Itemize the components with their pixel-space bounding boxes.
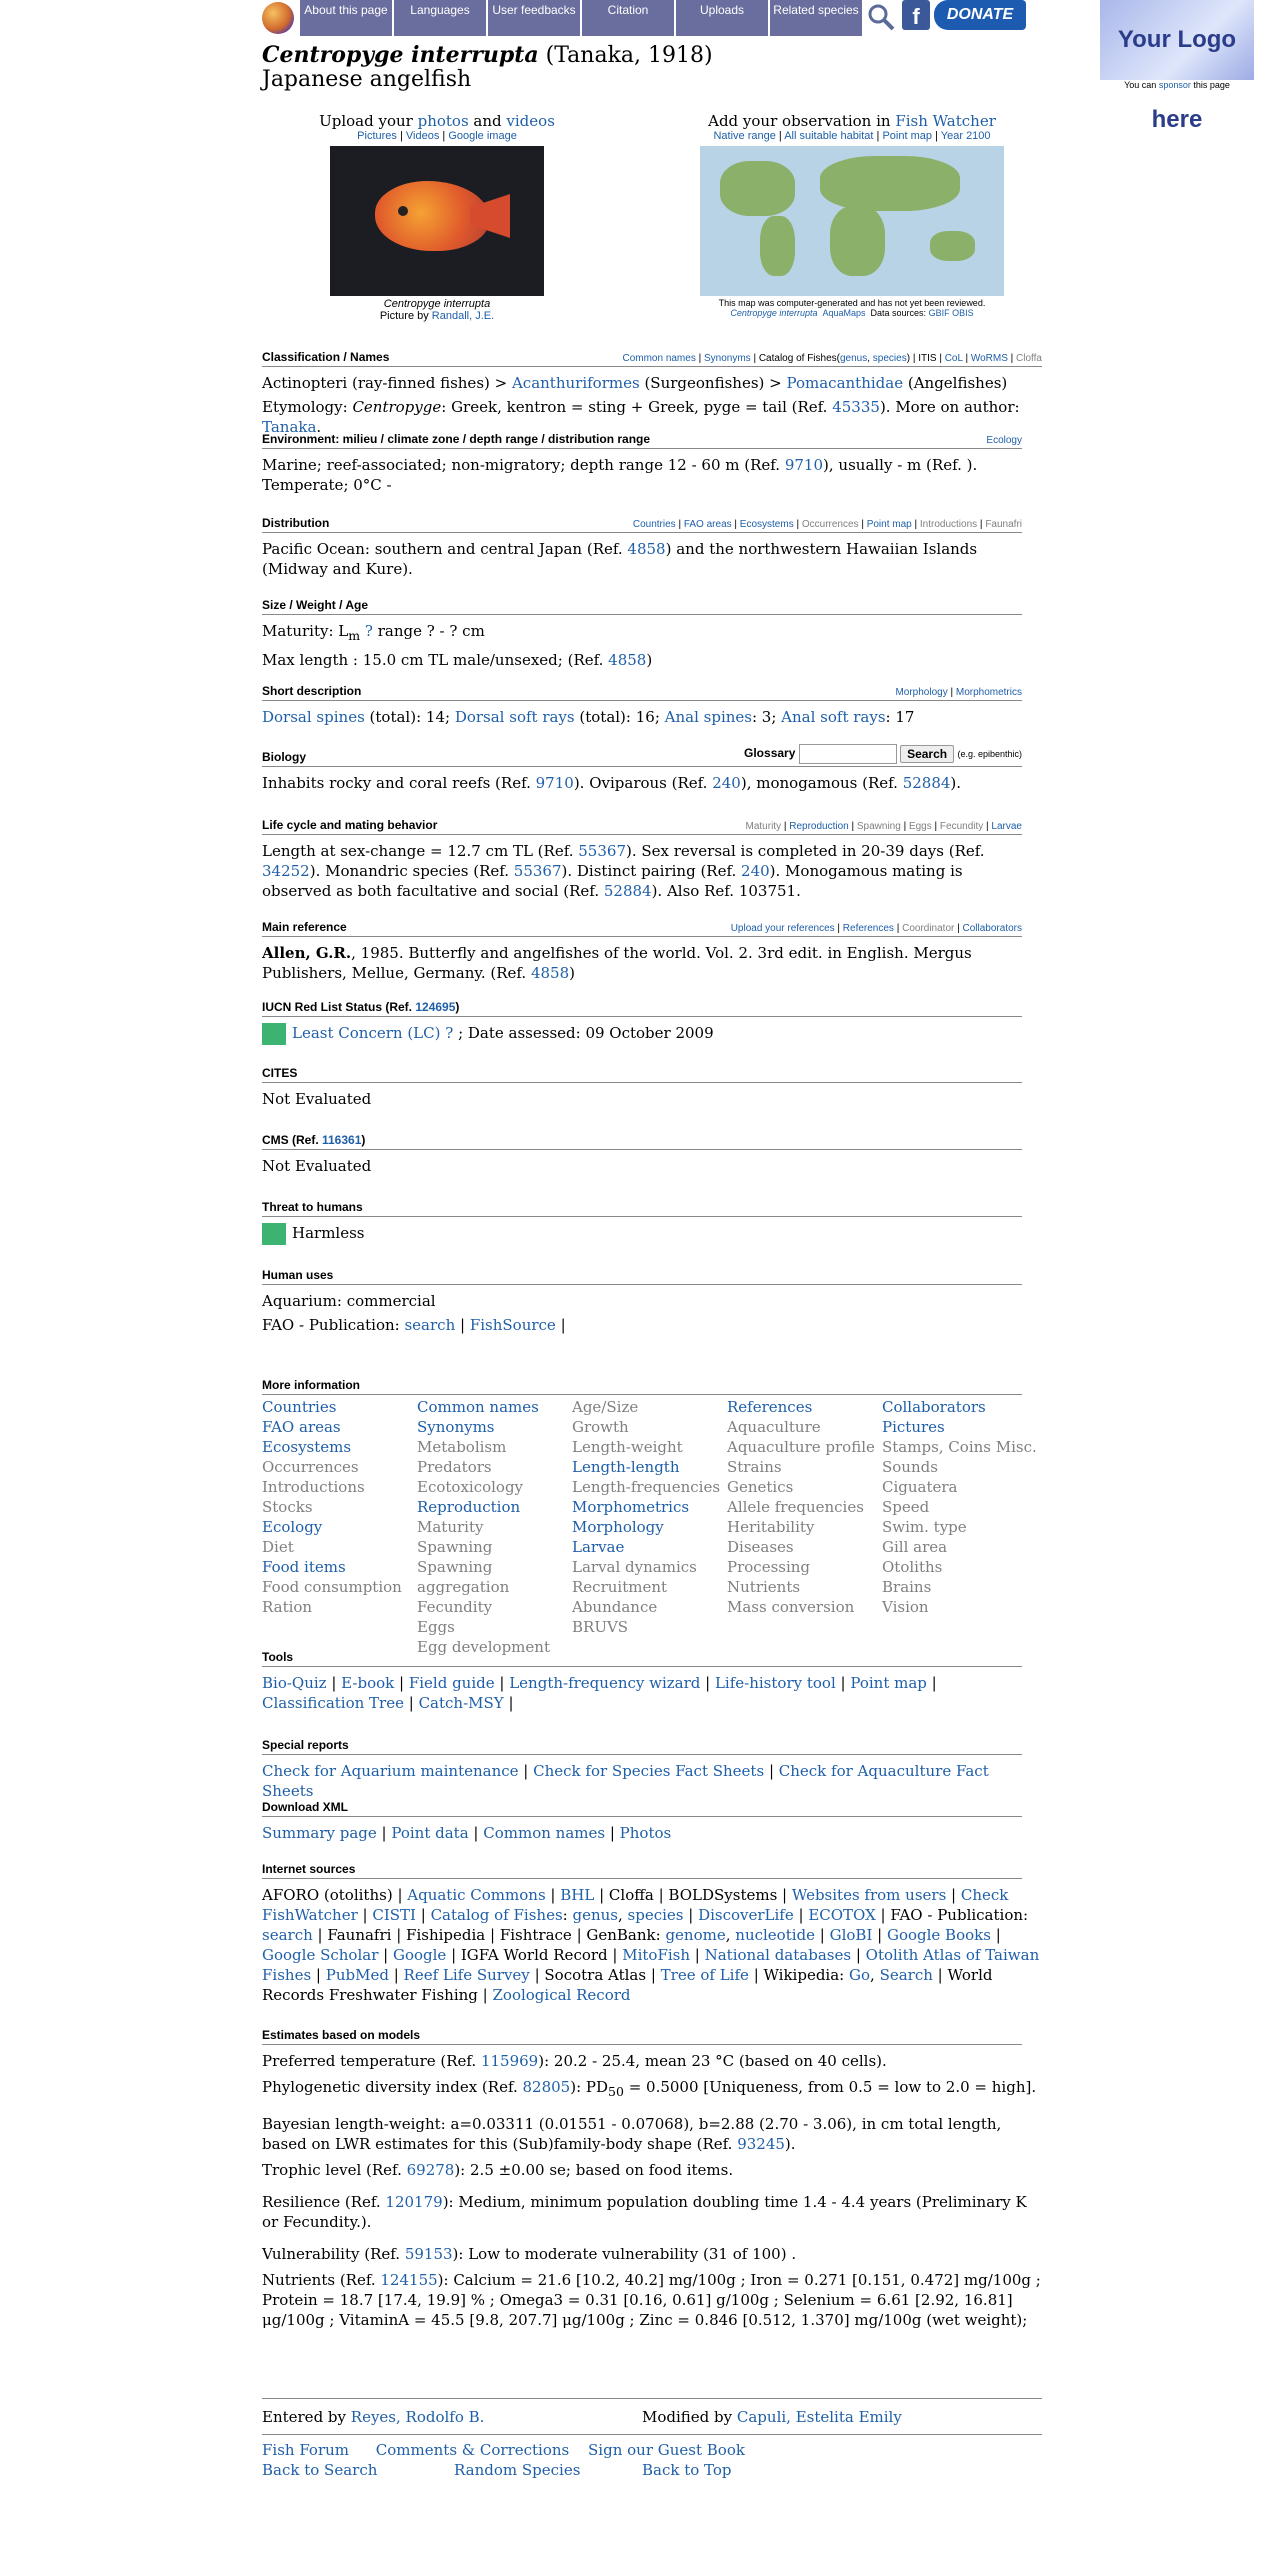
- footer-divider: [262, 2398, 1042, 2399]
- sponsor-logo[interactable]: Your Logo here: [1100, 0, 1254, 80]
- more-info-item: Ecotoxicology: [417, 1478, 524, 1496]
- more-information-grid: [262, 1397, 1042, 1657]
- ref-link[interactable]: 115969: [480, 2052, 539, 2070]
- more-info-item[interactable]: Ecology: [262, 1518, 323, 1536]
- internet-source-text: ,: [725, 1926, 736, 1944]
- common-names-link[interactable]: Common names: [622, 353, 696, 364]
- internet-source-text: |: [690, 1946, 705, 1964]
- fishsource-link[interactable]: FishSource: [469, 1316, 556, 1334]
- ref-link[interactable]: 59153: [404, 2245, 453, 2263]
- internet-source-link[interactable]: Otolith Atlas of Taiwan Fishes: [262, 1946, 1040, 1984]
- internet-source-text: |: [378, 1946, 393, 1964]
- internet-source-text: | Cloffa | BOLDSystems |: [594, 1886, 792, 1904]
- fishbase-globe-icon[interactable]: [262, 2, 294, 34]
- more-info-item: Mass conversion: [727, 1598, 855, 1616]
- more-info-column: [417, 1397, 572, 1657]
- internet-source-text: |: [946, 1886, 961, 1904]
- classification-section: Classification / Names Common names | Synonyms | Catalog of Fishes(genus, species) | ITIS | CoL | WoRMS | Cloffa Actinopteri (ray-finned fishes) > Acanthuriformes (Surgeonfishes) > Pomacanthidae (Angelfishes) Etymology: Centropyge: Greek, kentron = sting + Greek, pyge = tail (Ref. 45335). More on author: Tanaka.: [262, 350, 1042, 436]
- more-info-item: Eggs: [417, 1618, 455, 1636]
- author-link[interactable]: Tanaka: [262, 418, 317, 436]
- ref-link[interactable]: 116361: [322, 1133, 362, 1147]
- morphometrics-link[interactable]: Morphometrics: [955, 687, 1022, 698]
- more-info-item: Diseases: [727, 1538, 794, 1556]
- fish-forum-link[interactable]: Fish Forum: [262, 2441, 350, 2459]
- tab-user-feedbacks[interactable]: User feedbacks: [488, 0, 582, 36]
- more-info-item: Age/Size: [572, 1398, 639, 1416]
- more-info-column: [262, 1397, 417, 1657]
- facebook-icon[interactable]: f: [902, 0, 930, 30]
- map-block: Add your observation in Fish Watcher Native range | All suitable habitat | Point map | Year 2100 This map was computer-generated and has not yet been reviewed. Centropyge interrupta AquaMaps Data sources: GBIF OBIS: [682, 112, 1022, 318]
- more-info-item: Gill area: [882, 1538, 948, 1556]
- cms-section: CMS (Ref. 116361) Not Evaluated: [262, 1133, 1022, 1180]
- random-species-link[interactable]: Random Species: [454, 2461, 581, 2479]
- glossary-search-button[interactable]: Search: [900, 745, 954, 763]
- more-info-item: Occurrences: [262, 1458, 359, 1476]
- ref-link[interactable]: 4858: [627, 540, 666, 558]
- distribution-map[interactable]: [700, 146, 1004, 296]
- threat-section: Threat to humans Harmless: [262, 1200, 1022, 1249]
- guest-book-link[interactable]: Sign our Guest Book: [588, 2441, 745, 2459]
- ref-link[interactable]: 52884: [603, 882, 652, 900]
- internet-source-text: |: [388, 1966, 404, 1984]
- more-info-item: Growth: [572, 1418, 629, 1436]
- tab-uploads[interactable]: Uploads: [676, 0, 770, 36]
- more-info-item: Recruitment: [572, 1578, 668, 1596]
- internet-source-text: |: [357, 1906, 373, 1924]
- fish-watcher-link[interactable]: Fish Watcher: [895, 112, 996, 130]
- reproduction-link[interactable]: Reproduction: [789, 821, 849, 832]
- distribution-section: Distribution Countries | FAO areas | Ecosystems | Occurrences | Point map | Introductions | Faunafri Pacific Ocean: southern and central Japan (Ref. 4858) and the northwestern Hawaiian Islands (Midway and Kure).: [262, 516, 1022, 578]
- more-info-item[interactable]: Length-length: [572, 1458, 680, 1476]
- ref-link[interactable]: 124155: [380, 2271, 438, 2289]
- ref-link[interactable]: 93245: [737, 2135, 785, 2153]
- more-info-item[interactable]: Larvae: [572, 1538, 625, 1556]
- iucn-section: IUCN Red List Status (Ref. 124695) Least Concern (LC) ? ; Date assessed: 09 October 2009: [262, 1000, 1022, 1049]
- internet-source-text: |: [990, 1926, 1001, 1944]
- point-map-link[interactable]: Point map: [882, 130, 932, 142]
- main-reference-section: Main reference Upload your references | References | Coordinator | Collaborators Allen, G.R., 1985. Butterfly and angelfishes of the world. Vol. 2. 3rd edit. in English. Mergus Publishers, Mellue, Germany. (Ref. 4858): [262, 920, 1022, 982]
- internet-source-text: | FAO - Publication:: [875, 1906, 1029, 1924]
- more-info-item: Sounds: [882, 1458, 938, 1476]
- more-info-item: Length-weight: [572, 1438, 683, 1456]
- ref-link[interactable]: 52884: [902, 774, 951, 792]
- sponsor-note: You can sponsor this page: [1124, 80, 1230, 90]
- internet-source-text: | World Records Freshwater Fishing |: [262, 1966, 993, 2004]
- genus-link[interactable]: genus: [839, 353, 868, 364]
- synonyms-link[interactable]: Synonyms: [703, 353, 751, 364]
- internet-source-text: | Socotra Atlas |: [529, 1966, 661, 1984]
- ref-link[interactable]: 55367: [513, 862, 562, 880]
- more-info-item: Vision: [882, 1598, 929, 1616]
- more-info-item: aggregation: [417, 1578, 510, 1596]
- iucn-status-link[interactable]: Least Concern (LC): [292, 1024, 441, 1042]
- more-info-item: Introductions: [262, 1478, 365, 1496]
- internet-source-text: |: [683, 1906, 699, 1924]
- internet-source-link[interactable]: Aquatic Commons: [407, 1886, 546, 1904]
- more-info-item[interactable]: Pictures: [882, 1418, 945, 1436]
- collaborators-link[interactable]: Collaborators: [962, 923, 1022, 934]
- map-species-link[interactable]: Centropyge interrupta: [730, 308, 818, 318]
- list-link[interactable]: E-book: [341, 1674, 395, 1692]
- entered-by-link[interactable]: Reyes, Rodolfo B.: [350, 2408, 485, 2426]
- more-info-item: Length-frequencies: [572, 1478, 721, 1496]
- more-info-item: Heritability: [727, 1518, 815, 1536]
- more-info-item: BRUVS: [572, 1618, 629, 1636]
- more-info-item: Ciguatera: [882, 1478, 958, 1496]
- more-info-item: Genetics: [727, 1478, 794, 1496]
- native-range-link[interactable]: Native range: [713, 130, 776, 142]
- list-link[interactable]: Summary page: [262, 1824, 377, 1842]
- internet-source-link[interactable]: Google: [392, 1946, 447, 1964]
- list-link[interactable]: Check for Aquarium maintenance: [262, 1762, 519, 1780]
- more-info-item[interactable]: Reproduction: [417, 1498, 521, 1516]
- more-info-item: Metabolism: [417, 1438, 507, 1456]
- list-link[interactable]: Check for Aquaculture Fact Sheets: [262, 1762, 989, 1800]
- more-info-item: Spawning: [417, 1558, 493, 1576]
- references-link[interactable]: References: [842, 923, 894, 934]
- more-info-item: Maturity: [417, 1518, 484, 1536]
- list-link[interactable]: Bio-Quiz: [262, 1674, 327, 1692]
- internet-source-link[interactable]: Websites from users: [791, 1886, 947, 1904]
- cites-section: CITES Not Evaluated: [262, 1066, 1022, 1113]
- ref-link[interactable]: 120179: [385, 2193, 443, 2211]
- more-info-item: Aquaculture: [727, 1418, 821, 1436]
- map-note: This map was computer-generated and has not yet been reviewed.: [718, 298, 986, 308]
- more-info-item: Abundance: [572, 1598, 658, 1616]
- more-info-item[interactable]: FAO areas: [262, 1418, 341, 1436]
- more-info-item[interactable]: Synonyms: [417, 1418, 495, 1436]
- internet-source-text: ,: [617, 1906, 628, 1924]
- more-info-item: Predators: [417, 1458, 492, 1476]
- dorsal-soft-rays-link[interactable]: Dorsal soft rays: [454, 708, 575, 726]
- internet-source-link[interactable]: Google Scholar: [262, 1946, 379, 1964]
- ref-link[interactable]: 4858: [608, 651, 647, 669]
- internet-source-text: | Faunafri | Fishipedia | Fishtrace | GenBank:: [312, 1926, 666, 1944]
- photographer-link[interactable]: Randall, J.E.: [431, 310, 495, 322]
- tab-about[interactable]: About this page: [300, 0, 394, 36]
- human-uses-section: Human uses Aquarium: commercial FAO - Publication: search | FishSource |: [262, 1268, 1022, 1339]
- internet-source-link[interactable]: Check FishWatcher: [262, 1886, 1009, 1924]
- tab-citation[interactable]: Citation: [582, 0, 676, 36]
- ref-link[interactable]: 9710: [784, 456, 824, 474]
- tools-section: Tools Bio-Quiz | E-book | Field guide | Length-frequency wizard | Life-history tool | Point map | Classification Tree | Catch-MSY |: [262, 1650, 1042, 1713]
- modified-by-link[interactable]: Capuli, Estelita Emily: [736, 2408, 902, 2426]
- internet-source-link[interactable]: GloBI: [829, 1926, 873, 1944]
- list-link[interactable]: Check for Species Fact Sheets: [533, 1762, 765, 1780]
- internet-source-link[interactable]: MitoFish: [622, 1946, 691, 1964]
- footer-links: [262, 2440, 745, 2480]
- section-heading: Classification / Names: [262, 350, 390, 364]
- list-link[interactable]: Classification Tree: [262, 1694, 404, 1712]
- more-info-item: Strains: [727, 1458, 782, 1476]
- maturity-help-link[interactable]: ?: [364, 622, 373, 640]
- top-nav: [262, 0, 1026, 36]
- more-info-item: Food consumption: [262, 1578, 402, 1596]
- more-info-item: Spawning: [417, 1538, 493, 1556]
- tab-languages[interactable]: Languages: [394, 0, 488, 36]
- col-link[interactable]: CoL: [944, 353, 963, 364]
- list-link[interactable]: Catch-MSY: [418, 1694, 504, 1712]
- internet-source-link[interactable]: Catalog of Fishes: [430, 1906, 563, 1924]
- photo-block: Upload your photos and videos Pictures | Videos | Google image Centropyge interrupta Picture by Randall, J.E.: [312, 112, 562, 322]
- more-info-item: Nutrients: [727, 1578, 801, 1596]
- ref-link[interactable]: 55367: [578, 842, 626, 860]
- more-info-item: Fecundity: [417, 1598, 493, 1616]
- internet-source-link[interactable]: species: [627, 1906, 684, 1924]
- list-link[interactable]: Point map: [850, 1674, 927, 1692]
- more-info-item[interactable]: Countries: [262, 1398, 337, 1416]
- list-link[interactable]: Point data: [391, 1824, 469, 1842]
- ref-link[interactable]: 82805: [522, 2078, 571, 2096]
- more-info-item: Aquaculture profile: [727, 1438, 875, 1456]
- short-description-section: Short description Morphology | Morphometrics Dorsal spines (total): 14; Dorsal soft rays (total): 16; Anal spines: 3; Anal soft rays: 17: [262, 684, 1022, 726]
- back-to-search-link[interactable]: Back to Search: [262, 2461, 378, 2479]
- internet-source-link[interactable]: National databases: [704, 1946, 852, 1964]
- internet-source-link[interactable]: Search: [879, 1966, 933, 1984]
- more-info-item: Allele frequencies: [727, 1498, 864, 1516]
- life-cycle-section: Life cycle and mating behavior Maturity | Reproduction | Spawning | Eggs | Fecundity | Larvae Length at sex-change = 12.7 cm TL (Ref. 55367). Sex reversal is completed in 20-39 days (Ref. 34252). Monandric species (Ref. 55367). Distinct pairing (Ref. 240). Monogamous mating is observed as both facultative and social (Ref. 52884). Also Ref. 103751.: [262, 818, 1022, 900]
- more-info-item[interactable]: Common names: [417, 1398, 539, 1416]
- dorsal-spines-link[interactable]: Dorsal spines: [262, 708, 365, 726]
- list-link[interactable]: Photos: [619, 1824, 672, 1842]
- donate-button[interactable]: DONATE: [934, 0, 1026, 30]
- internet-source-link[interactable]: ECOTOX: [808, 1906, 876, 1924]
- more-info-column: [727, 1397, 882, 1657]
- more-info-column: [572, 1397, 727, 1657]
- internet-source-link[interactable]: Go: [849, 1966, 871, 1984]
- anal-spines-link[interactable]: Anal spines: [664, 708, 752, 726]
- internet-source-link[interactable]: CISTI: [372, 1906, 416, 1924]
- more-info-item: Stamps, Coins Misc.: [882, 1438, 1037, 1456]
- sponsor-link[interactable]: sponsor: [1158, 80, 1191, 90]
- list-link[interactable]: Common names: [483, 1824, 606, 1842]
- pictures-link[interactable]: Pictures: [357, 130, 397, 142]
- more-info-item[interactable]: Collaborators: [882, 1398, 986, 1416]
- more-info-item: Ration: [262, 1598, 313, 1616]
- family-link[interactable]: Pomacanthidae: [786, 374, 904, 392]
- ref-link[interactable]: 9710: [535, 774, 574, 792]
- internet-source-link[interactable]: BHL: [560, 1886, 595, 1904]
- internet-source-text: |: [311, 1966, 326, 1984]
- biology-section: Biology Glossary Search (e.g. epibenthic) Inhabits rocky and coral reefs (Ref. 9710). Oviparous (Ref. 240), monogamous (Ref. 52884).: [262, 744, 1022, 797]
- internet-source-link[interactable]: Reef Life Survey: [403, 1966, 530, 1984]
- common-name: Japanese angelfish: [262, 67, 472, 92]
- internet-source-link[interactable]: nucleotide: [735, 1926, 816, 1944]
- internet-source-link[interactable]: search: [262, 1926, 313, 1944]
- more-info-item: Swim. type: [882, 1518, 967, 1536]
- internet-source-text: |: [415, 1906, 431, 1924]
- ref-link[interactable]: 4858: [530, 964, 570, 982]
- internet-source-text: |: [545, 1886, 561, 1904]
- ref-link[interactable]: 124695: [415, 1000, 456, 1014]
- more-info-item: Egg development: [417, 1638, 550, 1656]
- list-link[interactable]: Field guide: [408, 1674, 495, 1692]
- ref-link[interactable]: 240: [712, 774, 741, 792]
- suitable-habitat-link[interactable]: All suitable habitat: [784, 130, 874, 142]
- more-information-section: More information Countries FAO areas Ecosystems Occurrences Introductions Stocks Ecology Diet Food items Food consumption Ration Common names Synonyms Metabolism Predators Ecotoxicology Reproduction Maturity Spawning Spawning aggregation Fecundity Eggs Egg development Age/Size Growth Length-weight Length-length Length-frequencies Morphometrics Morphology Larvae Larval dynamics Recruitment Abundance BRUVS References Aquaculture Aquaculture profile Strains Genetics Allele frequencies Heritability Diseases Processing Nutrients Mass conversion Collaborators Pictures Stamps, Coins Misc. Sounds Ciguatera Speed Swim. type Gill area Otoliths Brains Vision: [262, 1378, 1042, 1657]
- internet-source-text: |: [851, 1946, 866, 1964]
- species-link[interactable]: species: [872, 353, 907, 364]
- search-icon[interactable]: [864, 0, 898, 34]
- more-info-column: [882, 1397, 1037, 1657]
- harmless-badge: [262, 1223, 286, 1245]
- gbif-obis-link[interactable]: GBIF OBIS: [928, 308, 974, 318]
- ref-link[interactable]: 240: [741, 862, 770, 880]
- internet-source-link[interactable]: Tree of Life: [660, 1966, 749, 1984]
- more-info-item[interactable]: Food items: [262, 1558, 346, 1576]
- internet-source-text: |: [793, 1906, 809, 1924]
- list-link[interactable]: Length-frequency wizard: [509, 1674, 701, 1692]
- internet-source-link[interactable]: Google Books: [886, 1926, 991, 1944]
- photos-link[interactable]: photos: [417, 112, 469, 130]
- internet-sources-section: Internet sources AFORO (otoliths) | Aquatic Commons | BHL | Cloffa | BOLDSystems | Websites from users | Check FishWatcher | CISTI | Catalog of Fishes: genus, species | DiscoverLife | ECOTOX | FAO - Publication: search | Faunafri | Fishipedia | Fishtrace | GenBank: genome, nucleotide | GloBI | Google Books | Google Scholar | Google | IGFA World Record | MitoFish | National databases | Otolith Atlas of Taiwan Fishes | PubMed | Reef Life Survey | Socotra Atlas | Tree of Life | Wikipedia: Go, Search | World Records Freshwater Fishing | Zoological Record: [262, 1862, 1040, 2004]
- larvae-link[interactable]: Larvae: [991, 821, 1022, 832]
- internet-source-link[interactable]: Zoological Record: [492, 1986, 631, 2004]
- order-link[interactable]: Acanthuriformes: [511, 374, 640, 392]
- photo-caption: Centropyge interrupta: [383, 298, 491, 310]
- status-badge: [262, 1023, 286, 1045]
- internet-source-text: | IGFA World Record |: [446, 1946, 623, 1964]
- comments-link[interactable]: Comments & Corrections: [375, 2441, 570, 2459]
- more-info-item[interactable]: References: [727, 1398, 813, 1416]
- footer-divider: [262, 2434, 1042, 2435]
- list-link[interactable]: Life-history tool: [714, 1674, 836, 1692]
- modified-by: Modified by Capuli, Estelita Emily: [642, 2408, 902, 2426]
- estimates-section: Estimates based on models Preferred temperature (Ref. 115969): 20.2 - 25.4, mean 23 °C (based on 40 cells). Phylogenetic diversity index (Ref. 82805): $PD_{50} = 0.5000$ [Uniqueness, from 0.5 = low to 2.0 = high]. Bayesian length-weight: a=0.03311 (0.01551 - 0.07068), b=2.88 (2.70 - 3.06), in cm total length, based on LWR estimates for this (Sub)family-body shape (Ref. 93245). Trophic level (Ref. 69278): 2.5 ±0.00 se; based on food items. Resilience (Ref. 120179): Medium, minimum population doubling time 1.4 - 4.4 years (Preliminary K or Fecundity.). Vulnerability (Ref. 59153): Low to moderate vulnerability (31 of 100) . Nutrients (Ref. 124155): Calcium = 21.6 [10.2, 40.2] mg/100g ; Iron = 0.271 [0.151, 0.472] mg/100g ; Protein = 18.7 [17.4, 19.9] % ; Omega3 = 0.31 [0.16, 0.61] g/100g ; Selenium = 6.61 [2.92, 16.81] μg/100g ; VitaminA = 45.5 [9.8, 207.7] μg/100g ; Zinc = 0.846 [0.512, 1.370] mg/100g (wet weight);: [262, 2028, 1041, 2329]
- videos-link[interactable]: videos: [506, 112, 555, 130]
- environment-section: Environment: milieu / climate zone / depth range / distribution range Ecology Marine; reef-associated; non-migratory; depth range 12 - 60 m (Ref. 9710), usually - m (Ref. ). Temperate; 0°C -: [262, 432, 1022, 494]
- internet-source-text: ,: [870, 1966, 880, 1984]
- internet-source-link[interactable]: genome: [665, 1926, 726, 1944]
- page-title: Centropyge interrupta (Tanaka, 1918): [262, 42, 713, 68]
- internet-source-link[interactable]: genus: [572, 1906, 618, 1924]
- worms-link[interactable]: WoRMS: [970, 353, 1008, 364]
- size-section: Size / Weight / Age Maturity: $L_m$ ? range ? - ? cm Max length : 15.0 cm TL male/unsexed; (Ref. 4858): [262, 598, 1022, 674]
- morphology-link[interactable]: Morphology: [895, 687, 948, 698]
- ecology-link[interactable]: Ecology: [986, 435, 1022, 446]
- more-info-item: Processing: [727, 1558, 811, 1576]
- special-reports-section: Special reports Check for Aquarium maintenance | Check for Species Fact Sheets | Check for Aquaculture Fact Sheets: [262, 1738, 1022, 1801]
- tab-related-species[interactable]: Related species: [770, 0, 864, 36]
- videos-small-link[interactable]: Videos: [405, 130, 440, 142]
- ref-link[interactable]: 69278: [406, 2161, 455, 2179]
- countries-link[interactable]: Countries: [632, 519, 676, 530]
- glossary-input[interactable]: [799, 744, 897, 764]
- internet-source-text: |: [872, 1926, 887, 1944]
- more-info-item[interactable]: Morphology: [572, 1518, 664, 1536]
- internet-source-text: AFORO (otoliths) |: [262, 1886, 408, 1904]
- internet-source-link[interactable]: DiscoverLife: [698, 1906, 794, 1924]
- ref-link[interactable]: 34252: [262, 862, 310, 880]
- more-info-item: Diet: [262, 1538, 294, 1556]
- more-info-item: Brains: [882, 1578, 932, 1596]
- internet-source-text: |: [815, 1926, 830, 1944]
- more-info-item[interactable]: Morphometrics: [572, 1498, 690, 1516]
- iucn-help-link[interactable]: ?: [445, 1024, 454, 1042]
- google-image-link[interactable]: Google image: [448, 130, 517, 142]
- aquamaps-link[interactable]: AquaMaps: [822, 308, 866, 318]
- upload-references-link[interactable]: Upload your references: [730, 923, 835, 934]
- internet-source-text: | Wikipedia:: [748, 1966, 849, 1984]
- download-xml-section: Download XML Summary page | Point data | Common names | Photos: [262, 1800, 1022, 1843]
- fao-search-link[interactable]: search: [404, 1316, 456, 1334]
- more-info-item: Larval dynamics: [572, 1558, 697, 1576]
- internet-source-text: :: [562, 1906, 573, 1924]
- more-info-item: Otoliths: [882, 1558, 943, 1576]
- ref-link[interactable]: 45335: [832, 398, 880, 416]
- point-map-link[interactable]: Point map: [866, 519, 912, 530]
- ecosystems-link[interactable]: Ecosystems: [739, 519, 794, 530]
- anal-soft-rays-link[interactable]: Anal soft rays: [781, 708, 886, 726]
- fao-areas-link[interactable]: FAO areas: [683, 519, 732, 530]
- back-to-top-link[interactable]: Back to Top: [642, 2461, 732, 2479]
- more-info-item: Stocks: [262, 1498, 313, 1516]
- internet-source-link[interactable]: PubMed: [325, 1966, 389, 1984]
- more-info-item[interactable]: Ecosystems: [262, 1438, 352, 1456]
- fish-photo[interactable]: [330, 146, 544, 296]
- more-info-item: Speed: [882, 1498, 930, 1516]
- entered-by: Entered by Reyes, Rodolfo B.: [262, 2408, 485, 2426]
- year-2100-link[interactable]: Year 2100: [940, 130, 991, 142]
